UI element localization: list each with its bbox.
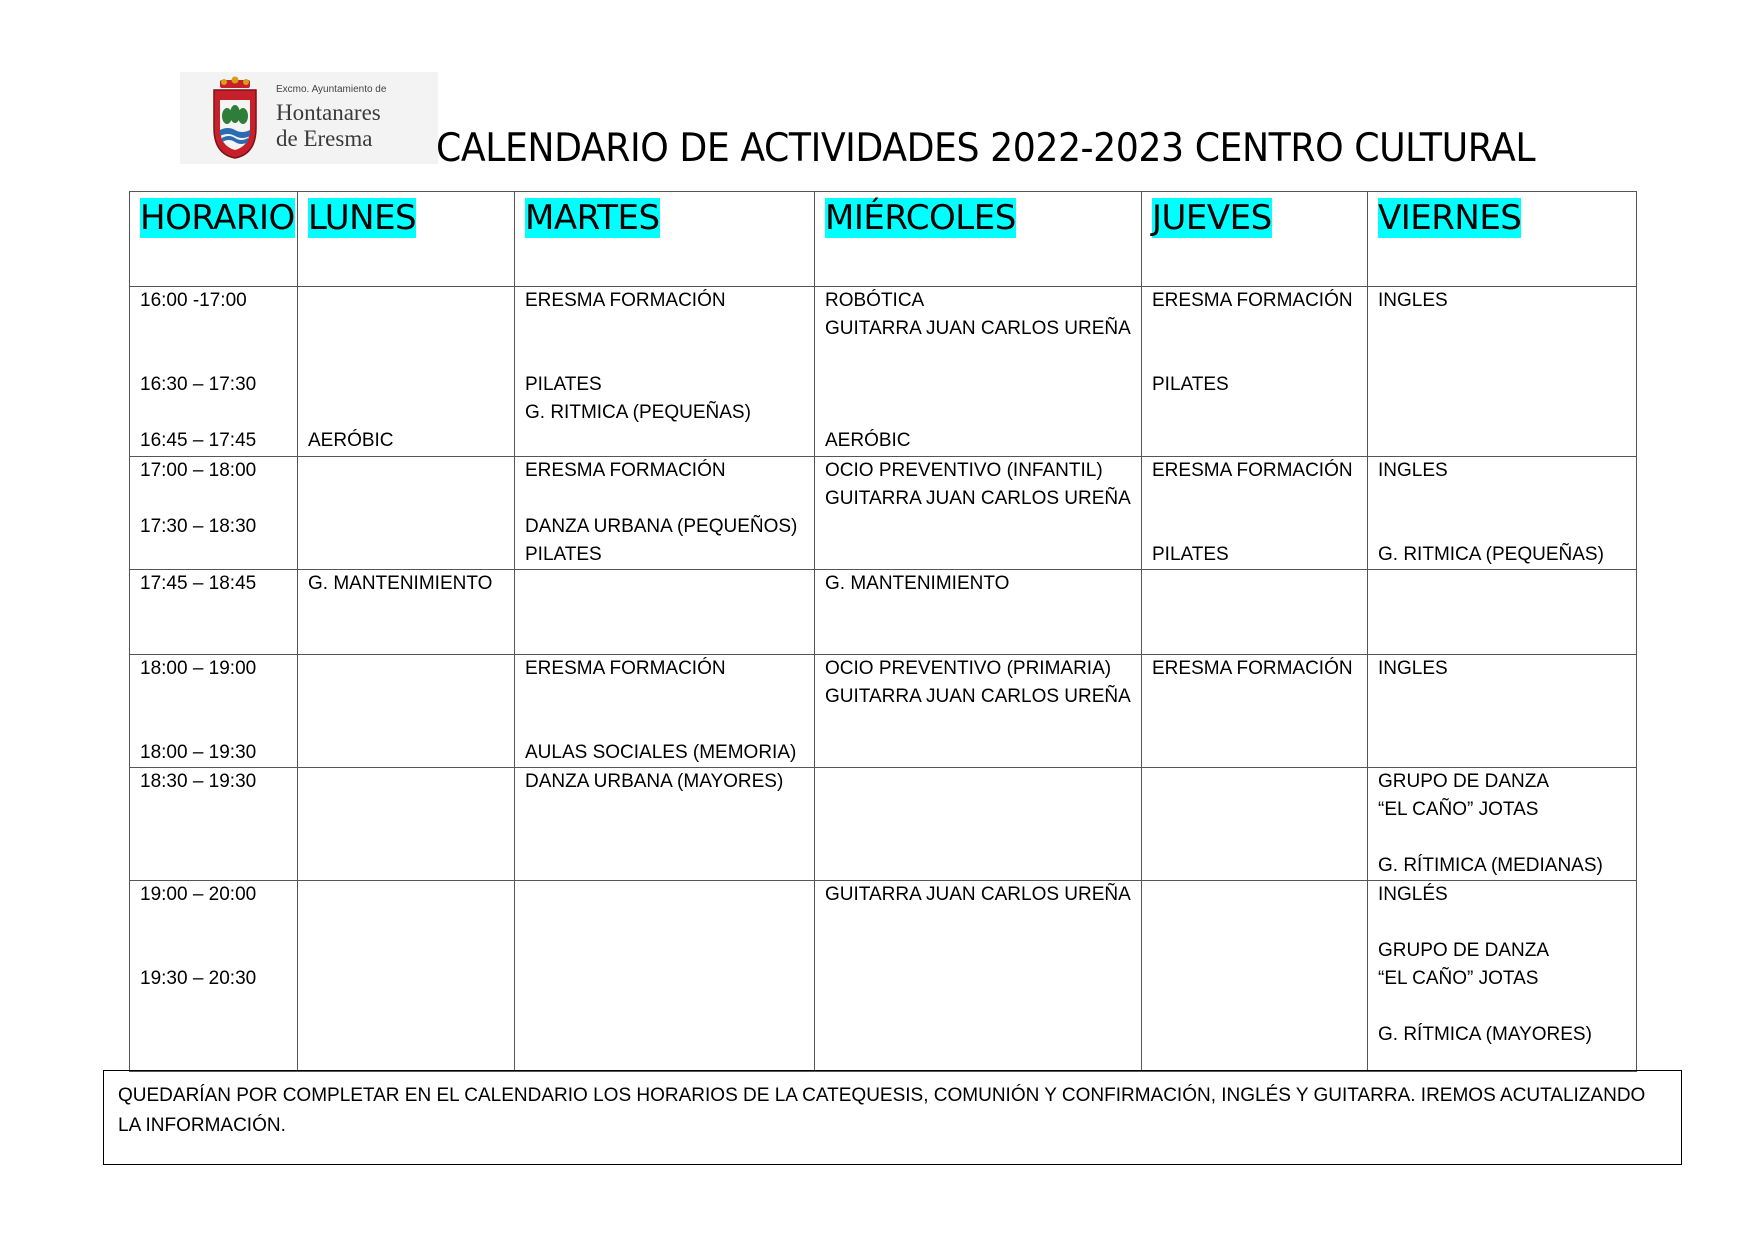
- cell-line: [1152, 315, 1359, 343]
- cell-viernes: [1368, 655, 1637, 768]
- cell-line: [308, 683, 506, 711]
- cell-line: 18:30 – 19:30: [140, 771, 257, 792]
- cell-jueves: [1142, 287, 1368, 457]
- cell-line: [140, 909, 289, 937]
- cell-line: PILATES: [525, 374, 602, 395]
- cell-line: [825, 371, 1133, 399]
- cell-horario: [130, 287, 298, 457]
- cell-line: ERESMA FORMACIÓN: [1152, 658, 1353, 679]
- cell-jueves: [1142, 457, 1368, 570]
- cell-viernes: [1368, 768, 1637, 881]
- cell-horario: [130, 768, 298, 881]
- cell-line: [1378, 909, 1628, 937]
- cell-martes: [515, 457, 815, 570]
- cell-line: [308, 287, 506, 315]
- cell-lunes: [298, 768, 515, 881]
- cell-line: [140, 399, 289, 427]
- coat-of-arms-icon: [210, 76, 260, 160]
- cell-line: [140, 315, 289, 343]
- cell-line: [308, 399, 506, 427]
- cell-line: [825, 768, 1133, 796]
- cell-line: G. RITMICA (PEQUEÑAS): [1378, 544, 1604, 565]
- cell-line: [1152, 343, 1359, 371]
- cell-line: [1378, 399, 1628, 427]
- cell-line: INGLES: [1378, 290, 1448, 311]
- cell-line: ROBÓTICA: [825, 290, 925, 311]
- cell-line: 17:45 – 18:45: [140, 573, 257, 594]
- cell-jueves: [1142, 655, 1368, 768]
- cell-line: GUITARRA JUAN CARLOS UREÑA: [825, 488, 1131, 509]
- cell-martes: [515, 768, 815, 881]
- cell-line: G. MANTENIMIENTO: [825, 573, 1010, 594]
- cell-line: [525, 683, 806, 711]
- cell-line: G. MANTENIMIENTO: [308, 573, 493, 594]
- cell-line: AULAS SOCIALES (MEMORIA): [525, 742, 797, 763]
- header-horario: [130, 192, 298, 287]
- table-header-row: [130, 192, 1637, 287]
- cell-line: [1378, 513, 1628, 541]
- table-row: [130, 655, 1637, 768]
- cell-viernes: [1368, 457, 1637, 570]
- cell-line: [308, 457, 506, 485]
- cell-lunes: [298, 570, 515, 655]
- cell-miercoles: [815, 570, 1142, 655]
- cell-viernes: [1368, 287, 1637, 457]
- cell-line: [1152, 513, 1359, 541]
- cell-line: ERESMA FORMACIÓN: [1152, 290, 1353, 311]
- cell-line: [1152, 739, 1359, 767]
- municipal-logo: [180, 72, 438, 164]
- cell-line: INGLES: [1378, 658, 1448, 679]
- cell-miercoles: [815, 768, 1142, 881]
- cell-line: DANZA URBANA (PEQUEÑOS): [525, 516, 798, 537]
- cell-line: [1378, 315, 1628, 343]
- cell-line: 17:30 – 18:30: [140, 516, 257, 537]
- cell-line: [1152, 485, 1359, 513]
- cell-line: ERESMA FORMACIÓN: [525, 460, 726, 481]
- cell-line: [140, 683, 289, 711]
- header-miercoles: [815, 192, 1142, 287]
- header-viernes: [1368, 192, 1637, 287]
- cell-line: G. RITMICA (PEQUEÑAS): [525, 402, 751, 423]
- cell-line: 16:30 – 17:30: [140, 374, 257, 395]
- cell-line: GUITARRA JUAN CARLOS UREÑA: [825, 318, 1131, 339]
- cell-line: [1152, 881, 1359, 909]
- table-row: [130, 881, 1637, 1072]
- cell-line: 17:00 – 18:00: [140, 460, 257, 481]
- cell-line: [140, 541, 289, 569]
- cell-line: [308, 655, 506, 683]
- cell-line: [1378, 485, 1628, 513]
- cell-line: [308, 768, 506, 796]
- header-label: JUEVES: [1152, 198, 1272, 238]
- cell-martes: [515, 287, 815, 457]
- cell-viernes: [1368, 570, 1637, 655]
- cell-line: [1152, 570, 1359, 598]
- cell-line: [1152, 399, 1359, 427]
- cell-jueves: [1142, 881, 1368, 1072]
- footer-note: QUEDARÍAN POR COMPLETAR EN EL CALENDARIO LOS HORARIOS DE LA CATEQUESIS, COMUNIÓN Y CONFIRMACIÓN, INGLÉS Y GUITARRA. IREMOS ACUTALIZANDO LA INFORMACIÓN.: [103, 1070, 1682, 1165]
- cell-line: [1378, 739, 1628, 767]
- table-row: [130, 287, 1637, 457]
- logo-name-line2: de Eresma: [276, 126, 373, 151]
- cell-line: [308, 343, 506, 371]
- cell-jueves: [1142, 768, 1368, 881]
- cell-line: [525, 711, 806, 739]
- cell-line: [825, 739, 1133, 767]
- cell-line: [1152, 683, 1359, 711]
- cell-horario: [130, 457, 298, 570]
- cell-miercoles: [815, 287, 1142, 457]
- cell-lunes: [298, 287, 515, 457]
- cell-line: [140, 711, 289, 739]
- cell-martes: [515, 655, 815, 768]
- cell-line: 18:00 – 19:00: [140, 658, 257, 679]
- cell-viernes: [1368, 881, 1637, 1072]
- cell-line: GRUPO DE DANZA: [1378, 771, 1550, 792]
- cell-line: [1152, 427, 1359, 455]
- cell-line: GUITARRA JUAN CARLOS UREÑA: [825, 884, 1131, 905]
- cell-line: [308, 881, 506, 909]
- cell-line: [1378, 993, 1628, 1021]
- cell-line: GUITARRA JUAN CARLOS UREÑA: [825, 686, 1131, 707]
- header-label: HORARIO: [140, 198, 295, 238]
- cell-line: INGLÉS: [1378, 884, 1448, 905]
- logo-name-line1: Hontanares: [276, 100, 381, 125]
- cell-jueves: [1142, 570, 1368, 655]
- cell-line: AERÓBIC: [308, 430, 394, 451]
- cell-line: 16:45 – 17:45: [140, 430, 257, 451]
- cell-line: 19:00 – 20:00: [140, 884, 257, 905]
- cell-miercoles: [815, 457, 1142, 570]
- cell-line: “EL CAÑO” JOTAS: [1378, 799, 1539, 820]
- cell-line: [825, 513, 1133, 541]
- cell-line: 18:00 – 19:30: [140, 742, 257, 763]
- activities-calendar-table: [129, 191, 1637, 1072]
- cell-horario: [130, 570, 298, 655]
- cell-line: [525, 881, 806, 909]
- cell-line: [825, 399, 1133, 427]
- cell-miercoles: [815, 881, 1142, 1072]
- page-title: CALENDARIO DE ACTIVIDADES 2022-2023 CENTRO CULTURAL: [436, 126, 1536, 171]
- cell-line: [1378, 427, 1628, 455]
- cell-horario: [130, 881, 298, 1072]
- cell-line: [1378, 711, 1628, 739]
- cell-line: G. RÍTIMICA (MEDIANAS): [1378, 855, 1603, 876]
- cell-lunes: [298, 457, 515, 570]
- cell-line: [1152, 711, 1359, 739]
- header-lunes: [298, 192, 515, 287]
- cell-line: [140, 343, 289, 371]
- header-label: MARTES: [525, 198, 660, 238]
- cell-line: [308, 739, 506, 767]
- cell-line: “EL CAÑO” JOTAS: [1378, 968, 1539, 989]
- cell-line: ERESMA FORMACIÓN: [525, 290, 726, 311]
- cell-line: PILATES: [525, 544, 602, 565]
- table-row: [130, 570, 1637, 655]
- cell-line: OCIO PREVENTIVO (INFANTIL): [825, 460, 1103, 481]
- cell-line: AERÓBIC: [825, 430, 911, 451]
- cell-martes: [515, 570, 815, 655]
- cell-line: [1378, 824, 1628, 852]
- cell-line: [525, 485, 806, 513]
- cell-line: [525, 570, 806, 598]
- cell-line: 19:30 – 20:30: [140, 968, 257, 989]
- header-label: LUNES: [308, 198, 417, 238]
- cell-line: [825, 343, 1133, 371]
- header-jueves: [1142, 192, 1368, 287]
- table-row: [130, 457, 1637, 570]
- cell-line: ERESMA FORMACIÓN: [1152, 460, 1353, 481]
- cell-line: [825, 541, 1133, 569]
- cell-horario: [130, 655, 298, 768]
- cell-line: PILATES: [1152, 374, 1229, 395]
- cell-line: [308, 371, 506, 399]
- cell-line: [1378, 343, 1628, 371]
- cell-line: [140, 485, 289, 513]
- cell-line: [1378, 570, 1628, 598]
- cell-martes: [515, 881, 815, 1072]
- cell-lunes: [298, 881, 515, 1072]
- cell-line: [1378, 371, 1628, 399]
- table-row: [130, 768, 1637, 881]
- cell-line: [308, 711, 506, 739]
- cell-line: ERESMA FORMACIÓN: [525, 658, 726, 679]
- cell-line: [308, 541, 506, 569]
- cell-line: [140, 937, 289, 965]
- cell-line: G. RÍTMICA (MAYORES): [1378, 1024, 1592, 1045]
- cell-line: 16:00 -17:00: [140, 290, 247, 311]
- cell-line: PILATES: [1152, 544, 1229, 565]
- header-label: VIERNES: [1378, 198, 1522, 238]
- cell-line: INGLES: [1378, 460, 1448, 481]
- cell-line: [525, 315, 806, 343]
- header-martes: [515, 192, 815, 287]
- cell-line: [308, 513, 506, 541]
- cell-line: [825, 711, 1133, 739]
- header-label: MIÉRCOLES: [825, 198, 1016, 238]
- cell-line: [308, 315, 506, 343]
- cell-line: DANZA URBANA (MAYORES): [525, 771, 784, 792]
- cell-line: [525, 427, 806, 455]
- cell-miercoles: [815, 655, 1142, 768]
- logo-subtitle: Excmo. Ayuntamiento de: [276, 84, 387, 95]
- cell-line: [1378, 683, 1628, 711]
- cell-line: [1152, 768, 1359, 796]
- cell-line: [308, 485, 506, 513]
- cell-lunes: [298, 655, 515, 768]
- cell-line: GRUPO DE DANZA: [1378, 940, 1550, 961]
- cell-line: [525, 343, 806, 371]
- cell-line: OCIO PREVENTIVO (PRIMARIA): [825, 658, 1112, 679]
